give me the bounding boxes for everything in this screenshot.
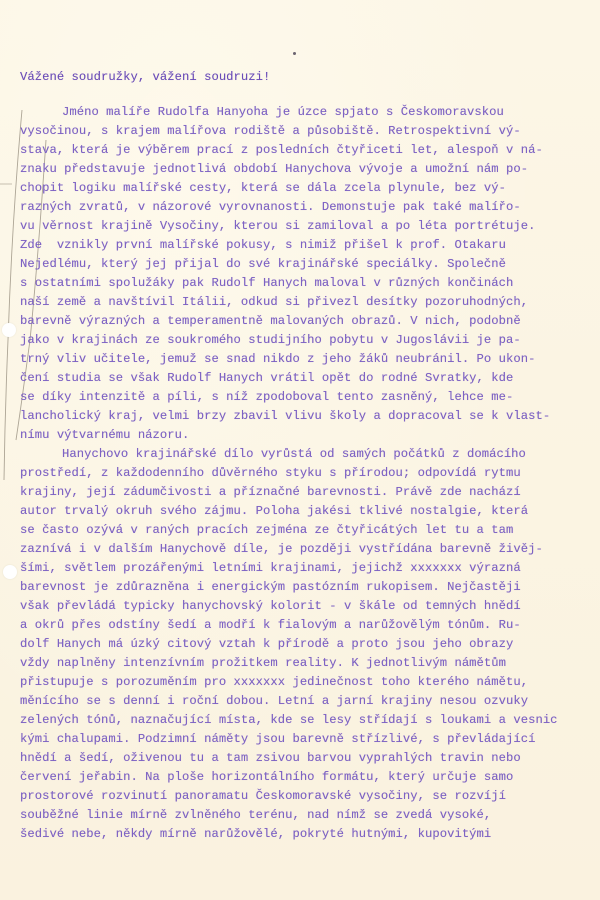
text-line: s ostatními spolužáky pak Rudolf Hanych maloval v různých končinách [20,276,514,290]
text-line: Jméno malíře Rudolfa Hanyoha je úzce spjato s Českomoravskou [62,105,504,119]
text-line: barevnost je zdůrazněna i energickým pastózním rukopisem. Nejčastěji [20,580,521,594]
text-line: kými chalupami. Podzimní náměty jsou barevně střízlivé, s převládající [20,732,536,746]
text-line: trný vliv učitele, jemuž se snad nikdo z jeho žáků neubránil. Po ukon- [20,352,536,366]
text-line: červení jeřabin. Na ploše horizontálního formátu, který určuje samo [20,770,514,784]
text-line: Hanychovo krajinářské dílo vyrůstá od samých počátků z domácího [62,447,526,461]
text-line: vu věrnost krajině Vysočiny, kterou si zamiloval a po léta portrétuje. [20,219,536,233]
text-line: jako v krajinách ze soukromého studijního pobytu v Jugoslávii je pa- [20,333,521,347]
text-line: vždy naplněny intenzívním prožitkem reality. K jednotlivým námětům [20,656,507,670]
text-line: se často ozývá v raných pracích zejména ze čtyřicátých let tu a tam [20,523,514,537]
text-line: zelených tónů, naznačující místa, kde se lesy střídají s loukami a vesnic [20,713,558,727]
text-line: autor trvalý okruh svého zájmu. Poloha jakési tklivé nostalgie, která [20,504,529,518]
text-line: znaku představuje jednotlivá období Hanychova vývoje a umožní nám po- [20,162,529,176]
text-line: krajiny, její zádumčivosti a příznačné barevnosti. Právě zde nachází [20,485,521,499]
text-line: šedivé nebe, někdy mírně narůžovělé, pokryté hutnými, kupovitými [20,827,492,841]
text-line: souběžné linie mírně zvlněného terénu, nad nímž se zvedá vysoké, [20,808,492,822]
text-line: Nejedlému, který jej přijal do své krajinářské speciálky. Společně [20,257,507,271]
text-line: naší země a navštívil Itálii, odkud si přivezl desítky pozoruhodných, [20,295,529,309]
text-line: razných zvratů, v názorové vyrovnanosti. Demonstuje pak také malířo- [20,200,521,214]
text-line: dolf Hanych má úzký citový vztah k přírodě a proto jsou jeho obrazy [20,637,514,651]
text-line: nímu výtvarnému názoru. [20,428,190,442]
text-line: prostorové rozvinutí panoramatu Českomoravské vysočiny, se rozvíjí [20,789,507,803]
text-line: stava, která je výběrem prací z posledních čtyřiceti let, alespoň v ná- [20,143,543,157]
text-line: však převládá typicky hanychovský kolorit - v škále od temných hnědí [20,599,521,613]
text-line: přistupuje s porozuměním pro xxxxxxx jedinečnost toho kterého námětu, [20,675,529,689]
text-line: lancholický kraj, velmi brzy zbavil vlivu školy a dopracoval se k vlast- [20,409,551,423]
text-line: a okrů přes odstíny šedí a modří k fialovým a narůžovělým tónům. Ru- [20,618,521,632]
text-line: vysočinou, s krajem malířova rodiště a působiště. Retrospektivní vý- [20,124,521,138]
text-line: se díky intenzitě a píli, s níž zpodoboval tento zasněný, lehce me- [20,390,514,404]
text-line: zaznívá i v dalším Hanychově díle, je později vystřídána barevně živěj- [20,542,543,556]
text-line: chopit logiku malířské cesty, která se dála zcela plynule, bez vý- [20,181,507,195]
text-line: Zde vznikly první malířské pokusy, s nimiž přišel k prof. Otakaru [20,238,507,252]
text-line: čení studia se však Rudolf Hanych vrátil opět do rodné Svratky, kde [20,371,514,385]
salutation: Vážené soudružky, vážení soudruzi! [20,70,271,84]
text-line: prostředí, z každodenního důvěrného styku s přírodou; odpovídá rytmu [20,466,521,480]
text-line: hnědí a šedí, oživenou tu a tam zsivou barvou vyprahlých travin nebo [20,751,521,765]
text-line: barevně výrazných a temperamentně malovaných obrazů. V nich, podobně [20,314,521,328]
text-line: měnícího se s denní i roční dobou. Letní a jarní krajiny nesou ozvuky [20,694,529,708]
text-line: šími, světlem prozářenými letními krajinami, jejichž xxxxxxx výrazná [20,561,521,575]
